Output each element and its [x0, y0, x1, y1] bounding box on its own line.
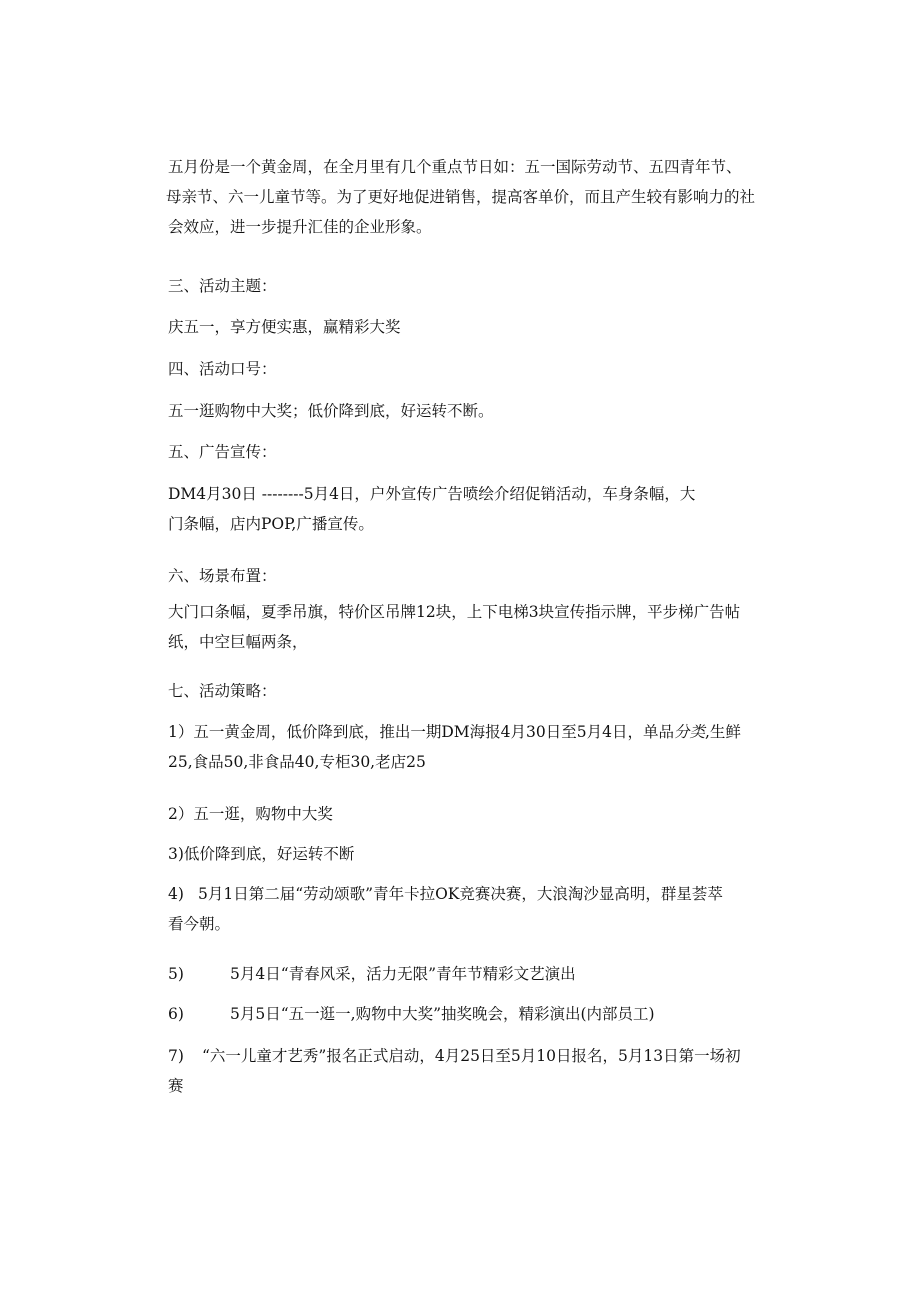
intro-line-3: 会效应，进一步提升汇佳的企业形象。 — [168, 218, 432, 236]
strategy-7-line-2: 赛 — [168, 1077, 184, 1095]
ad-paragraph — [168, 479, 808, 539]
ad-line-1: DM4月30日 --------5月4日，户外宣传广告喷绘介绍促销活动，车身条幅，大 — [168, 485, 696, 503]
scene-line-1: 大门口条幅，夏季吊旗，特价区吊牌12块，上下电梯3块宣传指示牌，平步梯广告帖 — [168, 603, 741, 621]
strategy-item-2: 2）五一逛，购物中大奖 — [168, 805, 333, 823]
scene-paragraph — [168, 597, 808, 657]
strategy-item-3: 3)低价降到底，好运转不断 — [168, 845, 355, 863]
strategy-item-4 — [168, 879, 808, 939]
strategy-heading: 七、活动策略： — [168, 682, 277, 700]
strategy-1-line-2: 25,食品50,非食品40,专柜30,老店25 — [168, 753, 426, 771]
strategy-1-line-1: 1）五一黄金周，低价降到底，推出一期DM海报4月30日至5月4日，单品分类,生鲜 — [168, 723, 741, 741]
ad-line-2: 门条幅，店内POP,广播宣传。 — [168, 515, 374, 533]
slogan-heading: 四、活动口号： — [168, 360, 277, 378]
ad-heading: 五、广告宣传： — [168, 443, 277, 461]
strategy-item-1 — [168, 717, 808, 777]
strategy-7-line-1: 7) “六一儿童才艺秀”报名正式启动，4月25日至5月10日报名，5月13日第一场初 — [168, 1047, 741, 1065]
theme-heading: 三、活动主题： — [168, 277, 277, 295]
strategy-4-line-1: 4) 5月1日第二届“劳动颂歌”青年卡拉OK竞赛决赛，大浪淘沙显高明，群星荟萃 — [168, 885, 723, 903]
intro-line-1: 五月份是一个黄金周，在全月里有几个重点节日如：五一国际劳动节、五四青年节、 — [168, 158, 742, 176]
intro-line-2: 母亲节、六一儿童节等。为了更好地促进销售，提高客单价，而且产生较有影响力的社 — [166, 188, 756, 206]
scene-heading: 六、场景布置： — [168, 567, 277, 585]
strategy-item-7 — [168, 1041, 808, 1101]
scene-line-2: 纸，中空巨幅两条， — [168, 633, 308, 651]
slogan-text: 五一逛购物中大奖；低价降到底，好运转不断。 — [168, 402, 494, 420]
strategy-item-6: 6) 5月5日“五一逛一,购物中大奖”抽奖晚会，精彩演出(内部员工) — [168, 1005, 655, 1023]
intro-paragraph — [168, 152, 808, 242]
strategy-item-5: 5) 5月4日“青春风采，活力无限”青年节精彩文艺演出 — [168, 965, 576, 983]
theme-text: 庆五一，享方便实惠，赢精彩大奖 — [168, 318, 401, 336]
strategy-4-line-2: 看今朝。 — [168, 915, 231, 933]
